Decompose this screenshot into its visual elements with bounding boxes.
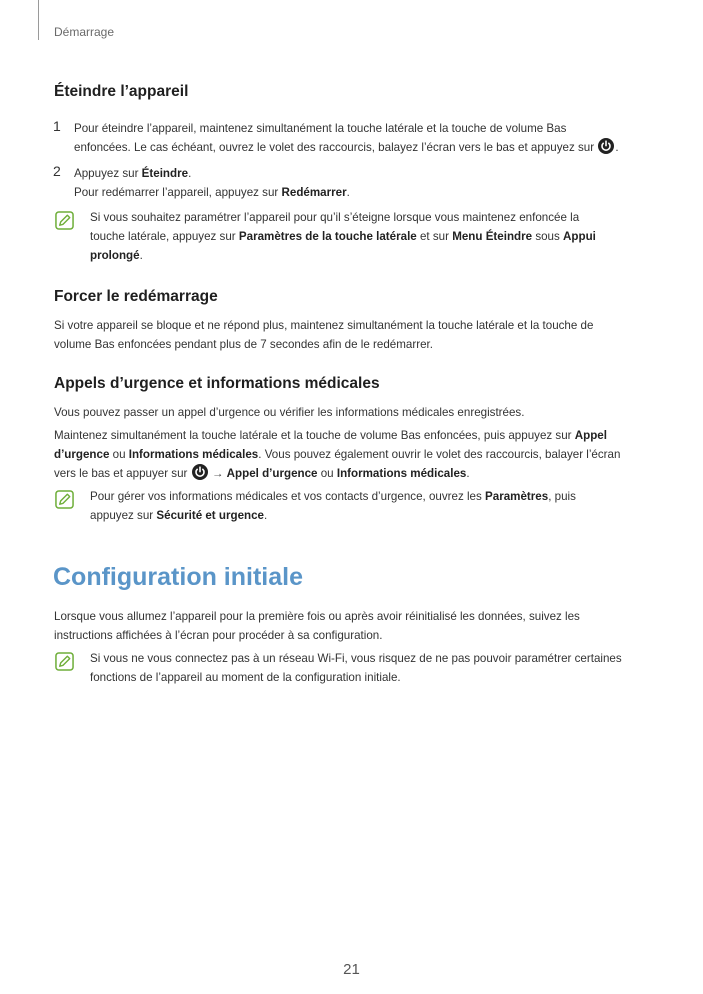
running-head: Démarrage [54, 25, 115, 39]
note-wifi: Si vous ne vous connectez pas à un réseau Wi-Fi, vous risquez de ne pas pouvoir paramétrer certaines fonctions de l’appareil au moment de la configuration initiale. [90, 652, 622, 684]
step-1-line-2: enfoncées. Le cas échéant, ouvrez le volet des raccourcis, balayez l’écran vers le bas et appuyez sur [74, 141, 595, 154]
note-pencil-icon [55, 211, 74, 230]
page-number: 21 [343, 961, 360, 978]
force-restart-text: Si votre appareil se bloque et ne répond plus, maintenez simultanément la touche latérale et la touche de volume Bas enfoncées pendant plus de 7 secondes afin de le redémarrer. [54, 319, 594, 351]
chapter-title-initial-setup: Configuration initiale [53, 563, 303, 591]
section-title-emergency: Appels d’urgence et informations médicales [54, 375, 380, 392]
emergency-intro: Vous pouvez passer un appel d’urgence ou vérifier les informations médicales enregistrées. [54, 406, 525, 419]
step-number-2: 2 [53, 163, 61, 179]
step-2-text: Appuyez sur Éteindre. Pour redémarrer l’appareil, appuyez sur Redémarrer. [74, 167, 350, 199]
power-icon [598, 138, 614, 154]
section-title-power-off: Éteindre l’appareil [54, 83, 189, 100]
step-1-text: Pour éteindre l’appareil, maintenez simultanément la touche latérale et la touche de volume Bas enfoncées. Le cas échéant, ouvrez le volet des raccourcis, balayez l’écran vers le bas et appuyez sur . [74, 122, 619, 154]
note-medical-info: Pour gérer vos informations médicales et vos contacts d’urgence, ouvrez les Paramètres, puis appuyez sur Sécurité et urgence. [90, 490, 576, 522]
note-pencil-icon [55, 490, 74, 509]
note-side-key-settings: Si vous souhaitez paramétrer l’appareil pour qu’il s’éteigne lorsque vous maintenez enfoncée la touche latérale, appuyez sur Paramètres de la touche latérale et sur Menu Éteindre sous Appui prolongé. [90, 211, 596, 262]
setup-intro: Lorsque vous allumez l’appareil pour la première fois ou après avoir réinitialisé les données, suivez les instructions affichées à l’écran pour procéder à sa configuration. [54, 610, 580, 642]
header-rule [38, 0, 39, 40]
power-icon [192, 464, 208, 480]
step-number-1: 1 [53, 118, 61, 134]
section-title-force-restart: Forcer le redémarrage [54, 288, 218, 305]
note-pencil-icon [55, 652, 74, 671]
emergency-instructions: Maintenez simultanément la touche latérale et la touche de volume Bas enfoncées, puis appuyez sur Appel d’urgence ou Informations médicales. Vous pouvez également ouvrir le volet des raccourcis, balayer l’écran vers le bas et appuyer sur → Appel d’urgence ou Informations médicales. [54, 429, 621, 480]
step-1-line-1: Pour éteindre l’appareil, maintenez simultanément la touche latérale et la touche de volume Bas [74, 122, 567, 135]
